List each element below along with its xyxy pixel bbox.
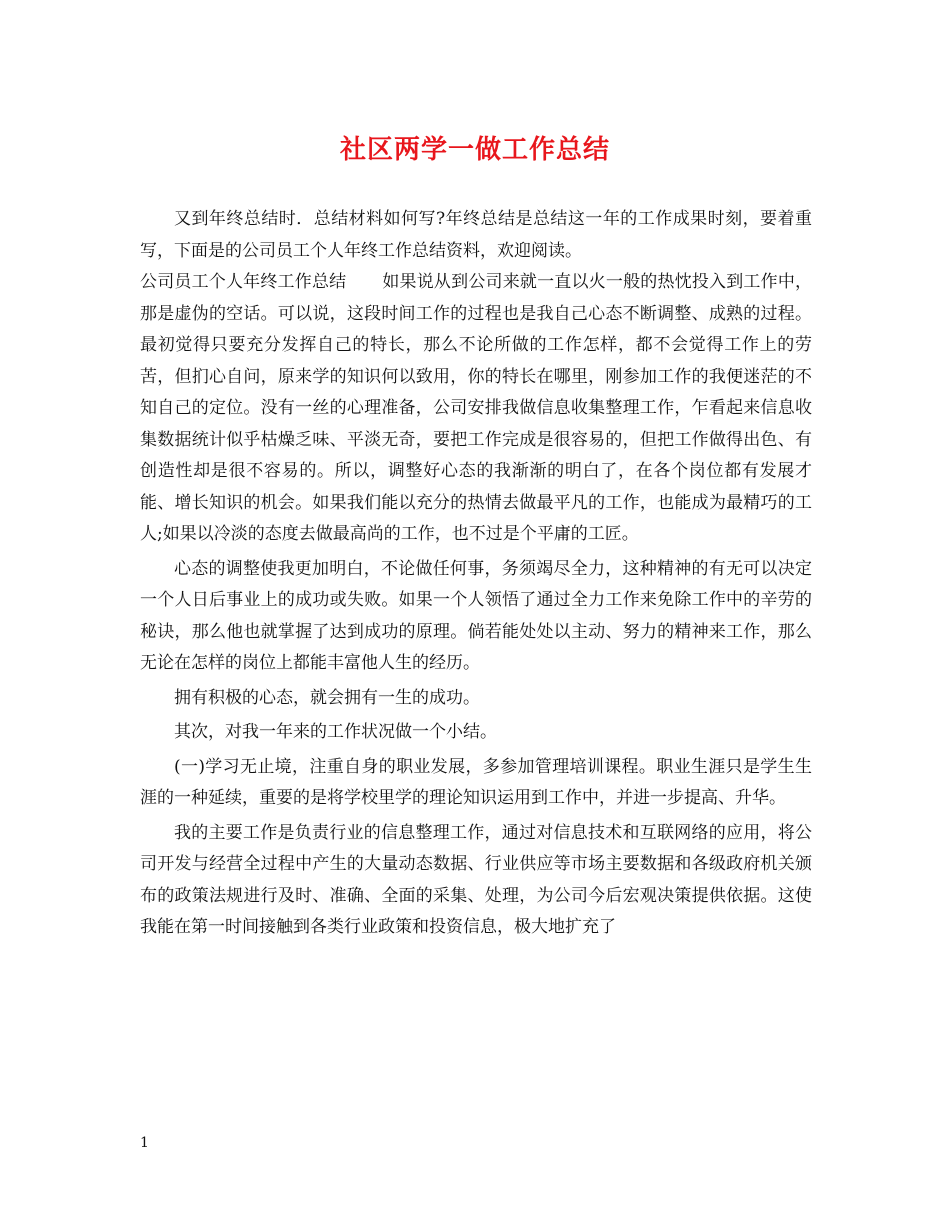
document-body — [140, 204, 812, 944]
section-paragraph-1 — [140, 267, 812, 551]
paragraph-3: 拥有积极的心态，就会拥有一生的成功。 — [174, 687, 480, 708]
paragraph-5: (一)学习无止境，注重自身的职业发展，多参加管理培训课程。职业生涯只是学生生涯的一种延续，重要的是将学校里学的理论知识运用到工作中，并进一步提高、升华。 — [140, 756, 812, 808]
document-title: 社区两学一做工作总结 — [339, 135, 610, 165]
section-heading: 公司员工个人年终工作总结 — [140, 272, 347, 292]
paragraph-4: 其次，对我一年来的工作状况做一个小结。 — [174, 722, 497, 742]
page-number: 1 — [140, 1135, 149, 1151]
paragraph-1-text: 如果说从到公司来就一直以火一般的热忱投入到工作中，那是虚伪的空话。可以说，这段时间工作的过程也是我自己心态不断调整、成熟的过程。最初觉得只要充分发挥自己的特长，那么不论所做的工作怎样，都不会觉得工作上的劳苦，但扪心自问，原来学的知识何以致用，你的特长在哪里，刚参加工作的我便迷茫的不知自己的定位。没有一丝的心理准备，公司安排我做信息收集整理工作，乍看起来信息收集数据统计似乎枯燥乏味、平淡无奇，要把工作完成是很容易的，但把工作做得出色、有创造性却是很不容易的。所以，调整好心态的我渐渐的明白了，在各个岗位都有发展才能、增长知识的机会。如果我们能以充分的热情去做最平凡的工作，也能成为最精巧的工人;如果以冷淡的态度去做最高尚的工作，也不过是个平庸的工匠。 — [140, 272, 813, 544]
paragraph-6: 我的主要工作是负责行业的信息整理工作，通过对信息技术和互联网络的应用，将公司开发与经营全过程中产生的大量动态数据、行业供应等市场主要数据和各级政府机关颁布的政策法规进行及时、准确、全面的采集、处理，为公司今后宏观决策提供依据。这使我能在第一时间接触到各类行业政策和投资信息，极大地扩充了 — [140, 822, 812, 937]
paragraph-2: 心态的调整使我更加明白，不论做任何事，务须竭尽全力，这种精神的有无可以决定一个人日后事业上的成功或失败。如果一个人领悟了通过全力工作来免除工作中的辛劳的秘诀，那么他也就掌握了达到成功的原理。倘若能处处以主动、努力的精神来工作，那么无论在怎样的岗位上都能丰富他人生的经历。 — [140, 558, 812, 673]
intro-paragraph: 又到年终总结时．总结材料如何写?年终总结是总结这一年的工作成果时刻，要着重写，下面是的公司员工个人年终工作总结资料，欢迎阅读。 — [140, 209, 812, 261]
